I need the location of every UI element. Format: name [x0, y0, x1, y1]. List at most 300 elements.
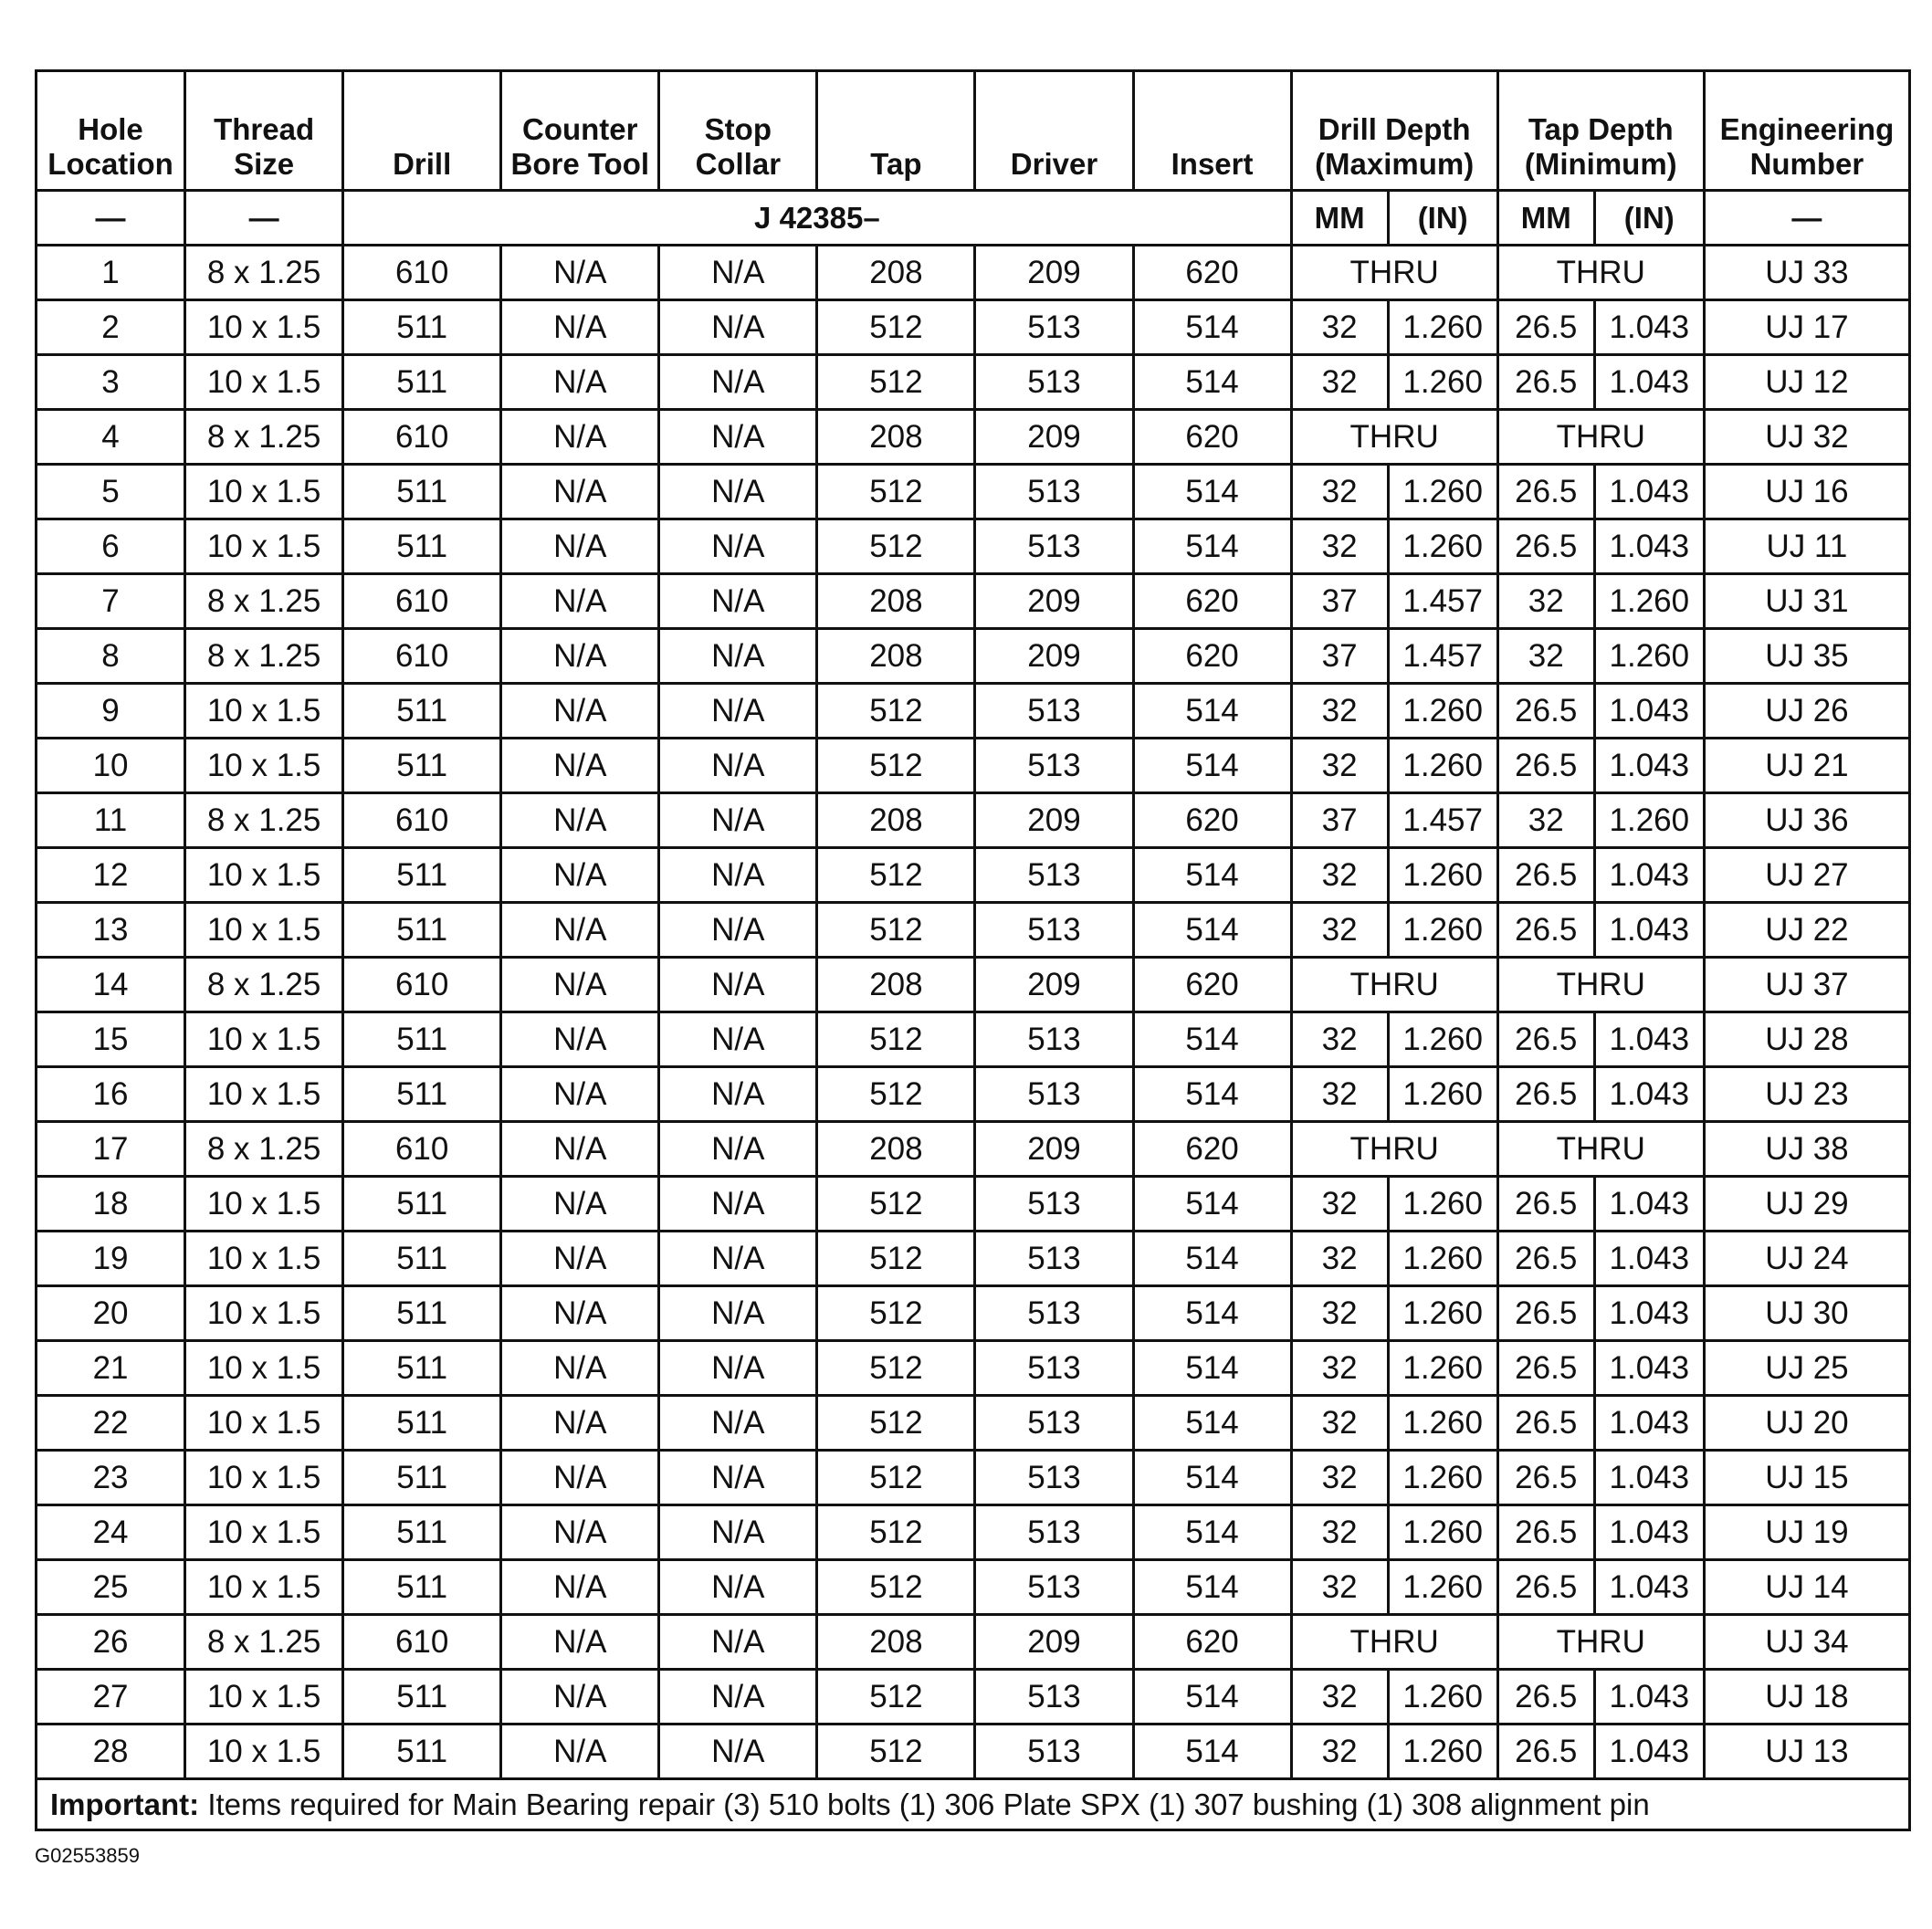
cell-tap-depth-in: 1.043	[1594, 1232, 1704, 1286]
cell-drill: 610	[343, 246, 501, 300]
cell-insert: 620	[1133, 410, 1291, 465]
table-row	[37, 1232, 1910, 1286]
cell-engineering-number: UJ 15	[1704, 1451, 1909, 1505]
cell-hole-location: 4	[37, 410, 185, 465]
cell-insert: 514	[1133, 1012, 1291, 1067]
cell-engineering-number: UJ 12	[1704, 355, 1909, 410]
cell-tap-depth-thru: THRU	[1497, 1615, 1704, 1670]
cell-thread-size: 10 x 1.5	[185, 519, 343, 574]
cell-counter-bore-tool: N/A	[501, 958, 659, 1012]
cell-tap-depth-mm: 26.5	[1497, 1725, 1594, 1779]
cell-drill-depth-mm: 32	[1291, 1232, 1388, 1286]
cell-tap-depth-in: 1.043	[1594, 300, 1704, 355]
cell-driver: 209	[975, 793, 1133, 848]
table-row	[37, 355, 1910, 410]
cell-engineering-number: UJ 33	[1704, 246, 1909, 300]
cell-tap-depth-in: 1.043	[1594, 355, 1704, 410]
cell-drill-depth-mm: 32	[1291, 739, 1388, 793]
cell-hole-location: 7	[37, 574, 185, 629]
cell-counter-bore-tool: N/A	[501, 793, 659, 848]
col-tap: Tap	[817, 71, 975, 191]
cell-tap-depth-in: 1.043	[1594, 1341, 1704, 1396]
cell-tap: 512	[817, 1177, 975, 1232]
cell-stop-collar: N/A	[659, 410, 817, 465]
cell-tap-depth-mm: 32	[1497, 574, 1594, 629]
cell-hole-location: 17	[37, 1122, 185, 1177]
cell-tap: 208	[817, 246, 975, 300]
cell-insert: 514	[1133, 355, 1291, 410]
cell-tap-depth-in: 1.260	[1594, 629, 1704, 684]
cell-driver: 513	[975, 1396, 1133, 1451]
cell-drill-depth-mm: 32	[1291, 1012, 1388, 1067]
table-row	[37, 793, 1910, 848]
cell-driver: 209	[975, 958, 1133, 1012]
cell-drill-depth-in: 1.260	[1388, 1451, 1497, 1505]
cell-engineering-number: UJ 16	[1704, 465, 1909, 519]
cell-drill: 610	[343, 793, 501, 848]
cell-stop-collar: N/A	[659, 1725, 817, 1779]
cell-drill: 511	[343, 1396, 501, 1451]
cell-drill-depth-in: 1.260	[1388, 1177, 1497, 1232]
cell-drill-depth-thru: THRU	[1291, 1122, 1497, 1177]
cell-counter-bore-tool: N/A	[501, 1067, 659, 1122]
cell-engineering-number: UJ 19	[1704, 1505, 1909, 1560]
cell-driver: 513	[975, 1232, 1133, 1286]
cell-tap-depth-mm: 26.5	[1497, 300, 1594, 355]
cell-stop-collar: N/A	[659, 246, 817, 300]
cell-stop-collar: N/A	[659, 355, 817, 410]
cell-driver: 209	[975, 1615, 1133, 1670]
note-text: Items required for Main Bearing repair (3) 510 bolts (1) 306 Plate SPX (1) 307 bushing (1) 308 alignment pin	[199, 1787, 1650, 1821]
cell-drill: 511	[343, 1286, 501, 1341]
table-row	[37, 246, 1910, 300]
cell-insert: 514	[1133, 1396, 1291, 1451]
cell-drill-depth-thru: THRU	[1291, 1615, 1497, 1670]
cell-engineering-number: UJ 31	[1704, 574, 1909, 629]
cell-drill-depth-in: 1.260	[1388, 1232, 1497, 1286]
cell-tap-depth-thru: THRU	[1497, 246, 1704, 300]
cell-drill-depth-thru: THRU	[1291, 958, 1497, 1012]
cell-stop-collar: N/A	[659, 1560, 817, 1615]
cell-stop-collar: N/A	[659, 1067, 817, 1122]
col-insert: Insert	[1133, 71, 1291, 191]
cell-drill: 511	[343, 1067, 501, 1122]
cell-hole-location: 13	[37, 903, 185, 958]
note-row	[37, 1779, 1910, 1830]
cell-drill: 511	[343, 519, 501, 574]
cell-tap-depth-mm: 26.5	[1497, 1560, 1594, 1615]
cell-stop-collar: N/A	[659, 739, 817, 793]
cell-counter-bore-tool: N/A	[501, 1396, 659, 1451]
cell-engineering-number: UJ 34	[1704, 1615, 1909, 1670]
cell-stop-collar: N/A	[659, 574, 817, 629]
cell-stop-collar: N/A	[659, 793, 817, 848]
col-engineering-number: Engineering Number	[1704, 71, 1909, 191]
table-row	[37, 1451, 1910, 1505]
table-row	[37, 465, 1910, 519]
table-row	[37, 958, 1910, 1012]
cell-counter-bore-tool: N/A	[501, 246, 659, 300]
cell-thread-size: 10 x 1.5	[185, 1286, 343, 1341]
cell-tap: 512	[817, 1286, 975, 1341]
cell-hole-location: 9	[37, 684, 185, 739]
cell-hole-location: 15	[37, 1012, 185, 1067]
cell-drill: 511	[343, 739, 501, 793]
cell-insert: 620	[1133, 1615, 1291, 1670]
cell-tap-depth-mm: 26.5	[1497, 1670, 1594, 1725]
cell-drill: 511	[343, 1177, 501, 1232]
cell-drill-depth-in: 1.260	[1388, 1505, 1497, 1560]
cell-hole-location: 8	[37, 629, 185, 684]
cell-engineering-number: UJ 26	[1704, 684, 1909, 739]
cell-driver: 513	[975, 739, 1133, 793]
cell-drill: 511	[343, 903, 501, 958]
cell-tap-depth-mm: 26.5	[1497, 355, 1594, 410]
cell-tap: 208	[817, 1122, 975, 1177]
cell-counter-bore-tool: N/A	[501, 1177, 659, 1232]
figure-id: G02553859	[35, 1844, 140, 1867]
cell-drill-depth-thru: THRU	[1291, 410, 1497, 465]
cell-drill-depth-mm: 32	[1291, 1505, 1388, 1560]
cell-tap-depth-in: 1.043	[1594, 1560, 1704, 1615]
cell-drill: 511	[343, 848, 501, 903]
cell-thread-size: 10 x 1.5	[185, 300, 343, 355]
spec-sheet	[35, 69, 1911, 1831]
table-row	[37, 1505, 1910, 1560]
cell-drill: 511	[343, 1232, 501, 1286]
cell-tap: 512	[817, 355, 975, 410]
cell-engineering-number: UJ 20	[1704, 1396, 1909, 1451]
cell-counter-bore-tool: N/A	[501, 1012, 659, 1067]
cell-insert: 514	[1133, 465, 1291, 519]
cell-engineering-number: UJ 36	[1704, 793, 1909, 848]
cell-counter-bore-tool: N/A	[501, 848, 659, 903]
cell-drill: 511	[343, 1012, 501, 1067]
cell-drill-depth-thru: THRU	[1291, 246, 1497, 300]
cell-tap-depth-mm: 26.5	[1497, 1341, 1594, 1396]
cell-drill: 511	[343, 1451, 501, 1505]
cell-drill-depth-in: 1.260	[1388, 848, 1497, 903]
cell-thread-size: 8 x 1.25	[185, 958, 343, 1012]
cell-tap: 512	[817, 1396, 975, 1451]
cell-counter-bore-tool: N/A	[501, 1232, 659, 1286]
cell-driver: 513	[975, 355, 1133, 410]
cell-tap-depth-in: 1.043	[1594, 1286, 1704, 1341]
cell-thread-size: 10 x 1.5	[185, 1560, 343, 1615]
cell-engineering-number: UJ 35	[1704, 629, 1909, 684]
cell-hole-location: 16	[37, 1067, 185, 1122]
cell-drill-depth-in: 1.260	[1388, 1725, 1497, 1779]
cell-thread-size: 10 x 1.5	[185, 465, 343, 519]
cell-driver: 209	[975, 1122, 1133, 1177]
cell-tap: 512	[817, 1560, 975, 1615]
cell-hole-location: 12	[37, 848, 185, 903]
cell-counter-bore-tool: N/A	[501, 574, 659, 629]
cell-insert: 514	[1133, 519, 1291, 574]
cell-engineering-number: UJ 23	[1704, 1067, 1909, 1122]
cell-drill: 610	[343, 958, 501, 1012]
cell-drill-depth-in: 1.260	[1388, 355, 1497, 410]
cell-tap: 208	[817, 793, 975, 848]
cell-thread-size: 8 x 1.25	[185, 246, 343, 300]
cell-drill-depth-mm: 32	[1291, 519, 1388, 574]
cell-counter-bore-tool: N/A	[501, 903, 659, 958]
cell-drill-depth-mm: 32	[1291, 1341, 1388, 1396]
cell-engineering-number: UJ 29	[1704, 1177, 1909, 1232]
cell-counter-bore-tool: N/A	[501, 629, 659, 684]
cell-engineering-number: UJ 38	[1704, 1122, 1909, 1177]
table-row	[37, 903, 1910, 958]
cell-stop-collar: N/A	[659, 1396, 817, 1451]
cell-stop-collar: N/A	[659, 684, 817, 739]
cell-drill-depth-in: 1.260	[1388, 1560, 1497, 1615]
cell-stop-collar: N/A	[659, 1286, 817, 1341]
cell-tap-depth-in: 1.043	[1594, 1177, 1704, 1232]
cell-tap: 512	[817, 465, 975, 519]
cell-stop-collar: N/A	[659, 1232, 817, 1286]
cell-hole-location: 21	[37, 1341, 185, 1396]
cell-drill-depth-in: 1.457	[1388, 574, 1497, 629]
cell-drill-depth-in: 1.260	[1388, 300, 1497, 355]
cell-tap-depth-thru: THRU	[1497, 410, 1704, 465]
table-row	[37, 1560, 1910, 1615]
cell-stop-collar: N/A	[659, 465, 817, 519]
cell-hole-location: 22	[37, 1396, 185, 1451]
cell-driver: 513	[975, 1560, 1133, 1615]
cell-counter-bore-tool: N/A	[501, 1615, 659, 1670]
cell-insert: 514	[1133, 1286, 1291, 1341]
table-row	[37, 684, 1910, 739]
cell-tap: 512	[817, 1725, 975, 1779]
cell-tap: 512	[817, 848, 975, 903]
col-driver: Driver	[975, 71, 1133, 191]
cell-tap-depth-mm: 26.5	[1497, 1067, 1594, 1122]
cell-hole-location: 19	[37, 1232, 185, 1286]
cell-counter-bore-tool: N/A	[501, 465, 659, 519]
cell-tap-depth-mm: 26.5	[1497, 1012, 1594, 1067]
sub-drill-in: (IN)	[1388, 191, 1497, 246]
cell-drill: 511	[343, 1670, 501, 1725]
cell-drill-depth-in: 1.260	[1388, 739, 1497, 793]
cell-driver: 513	[975, 1725, 1133, 1779]
cell-insert: 514	[1133, 1505, 1291, 1560]
cell-insert: 514	[1133, 739, 1291, 793]
table-row	[37, 1670, 1910, 1725]
cell-thread-size: 10 x 1.5	[185, 355, 343, 410]
cell-insert: 620	[1133, 793, 1291, 848]
cell-counter-bore-tool: N/A	[501, 1341, 659, 1396]
cell-insert: 514	[1133, 903, 1291, 958]
cell-stop-collar: N/A	[659, 1451, 817, 1505]
cell-stop-collar: N/A	[659, 903, 817, 958]
table-row	[37, 1012, 1910, 1067]
cell-drill: 610	[343, 410, 501, 465]
cell-tap-depth-mm: 26.5	[1497, 903, 1594, 958]
cell-drill-depth-mm: 32	[1291, 684, 1388, 739]
cell-tap-depth-thru: THRU	[1497, 1122, 1704, 1177]
cell-insert: 620	[1133, 1122, 1291, 1177]
cell-tap: 512	[817, 300, 975, 355]
cell-drill: 511	[343, 1725, 501, 1779]
sub-tap-mm: MM	[1497, 191, 1594, 246]
cell-drill-depth-mm: 32	[1291, 903, 1388, 958]
cell-tap-depth-in: 1.043	[1594, 684, 1704, 739]
cell-drill-depth-in: 1.260	[1388, 1341, 1497, 1396]
cell-thread-size: 10 x 1.5	[185, 1396, 343, 1451]
cell-driver: 209	[975, 574, 1133, 629]
cell-counter-bore-tool: N/A	[501, 739, 659, 793]
cell-tap: 208	[817, 958, 975, 1012]
cell-insert: 620	[1133, 574, 1291, 629]
cell-drill-depth-in: 1.457	[1388, 629, 1497, 684]
cell-drill: 511	[343, 465, 501, 519]
sub-tool-kit: J 42385–	[343, 191, 1291, 246]
cell-drill: 511	[343, 1505, 501, 1560]
cell-hole-location: 28	[37, 1725, 185, 1779]
cell-drill: 610	[343, 629, 501, 684]
cell-stop-collar: N/A	[659, 958, 817, 1012]
cell-hole-location: 1	[37, 246, 185, 300]
cell-insert: 514	[1133, 848, 1291, 903]
cell-hole-location: 23	[37, 1451, 185, 1505]
table-row	[37, 574, 1910, 629]
table-row	[37, 410, 1910, 465]
cell-counter-bore-tool: N/A	[501, 1725, 659, 1779]
col-stop-collar: Stop Collar	[659, 71, 817, 191]
cell-thread-size: 10 x 1.5	[185, 1725, 343, 1779]
cell-insert: 514	[1133, 1177, 1291, 1232]
cell-drill-depth-in: 1.457	[1388, 793, 1497, 848]
table-row	[37, 1122, 1910, 1177]
table-row	[37, 1067, 1910, 1122]
cell-tap-depth-in: 1.043	[1594, 1396, 1704, 1451]
cell-counter-bore-tool: N/A	[501, 410, 659, 465]
cell-counter-bore-tool: N/A	[501, 1670, 659, 1725]
cell-tap-depth-in: 1.043	[1594, 1505, 1704, 1560]
cell-stop-collar: N/A	[659, 1012, 817, 1067]
header-row	[37, 71, 1910, 191]
cell-drill: 511	[343, 1560, 501, 1615]
cell-thread-size: 10 x 1.5	[185, 903, 343, 958]
cell-insert: 514	[1133, 1067, 1291, 1122]
cell-engineering-number: UJ 25	[1704, 1341, 1909, 1396]
cell-hole-location: 2	[37, 300, 185, 355]
cell-drill-depth-in: 1.260	[1388, 1670, 1497, 1725]
cell-stop-collar: N/A	[659, 1505, 817, 1560]
sub-engineering-number: —	[1704, 191, 1909, 246]
cell-counter-bore-tool: N/A	[501, 1505, 659, 1560]
cell-drill-depth-in: 1.260	[1388, 903, 1497, 958]
table-row	[37, 1725, 1910, 1779]
col-drill: Drill	[343, 71, 501, 191]
cell-counter-bore-tool: N/A	[501, 519, 659, 574]
cell-thread-size: 10 x 1.5	[185, 1177, 343, 1232]
cell-tap: 512	[817, 1451, 975, 1505]
cell-drill-depth-mm: 32	[1291, 1286, 1388, 1341]
cell-tap-depth-in: 1.043	[1594, 1012, 1704, 1067]
cell-hole-location: 14	[37, 958, 185, 1012]
cell-drill-depth-mm: 32	[1291, 1451, 1388, 1505]
cell-drill: 511	[343, 1341, 501, 1396]
cell-tap-depth-mm: 26.5	[1497, 519, 1594, 574]
cell-insert: 514	[1133, 1670, 1291, 1725]
cell-driver: 513	[975, 1012, 1133, 1067]
cell-thread-size: 10 x 1.5	[185, 1012, 343, 1067]
cell-drill-depth-mm: 32	[1291, 465, 1388, 519]
cell-tap-depth-mm: 26.5	[1497, 1177, 1594, 1232]
sub-tap-in: (IN)	[1594, 191, 1704, 246]
cell-tap: 512	[817, 1232, 975, 1286]
cell-drill: 610	[343, 1122, 501, 1177]
cell-tap-depth-in: 1.043	[1594, 465, 1704, 519]
cell-tap-depth-in: 1.043	[1594, 903, 1704, 958]
table-row	[37, 1286, 1910, 1341]
cell-tap: 208	[817, 629, 975, 684]
table-row	[37, 629, 1910, 684]
cell-thread-size: 10 x 1.5	[185, 1451, 343, 1505]
cell-thread-size: 10 x 1.5	[185, 1232, 343, 1286]
cell-tap-depth-mm: 32	[1497, 629, 1594, 684]
cell-tap-depth-in: 1.043	[1594, 848, 1704, 903]
cell-driver: 513	[975, 1286, 1133, 1341]
cell-engineering-number: UJ 24	[1704, 1232, 1909, 1286]
sub-drill-mm: MM	[1291, 191, 1388, 246]
subheader-row	[37, 191, 1910, 246]
cell-insert: 620	[1133, 958, 1291, 1012]
cell-drill: 511	[343, 300, 501, 355]
cell-counter-bore-tool: N/A	[501, 1122, 659, 1177]
cell-tap-depth-in: 1.043	[1594, 1725, 1704, 1779]
cell-counter-bore-tool: N/A	[501, 355, 659, 410]
table-row	[37, 1341, 1910, 1396]
cell-insert: 514	[1133, 1725, 1291, 1779]
cell-hole-location: 26	[37, 1615, 185, 1670]
cell-engineering-number: UJ 27	[1704, 848, 1909, 903]
cell-driver: 513	[975, 300, 1133, 355]
cell-drill-depth-mm: 37	[1291, 574, 1388, 629]
sub-thread-size: —	[185, 191, 343, 246]
cell-insert: 514	[1133, 1560, 1291, 1615]
cell-hole-location: 10	[37, 739, 185, 793]
cell-driver: 513	[975, 903, 1133, 958]
table-body	[37, 246, 1910, 1779]
col-hole-location: Hole Location	[37, 71, 185, 191]
cell-drill-depth-in: 1.260	[1388, 1012, 1497, 1067]
cell-driver: 513	[975, 1451, 1133, 1505]
table-header	[37, 71, 1910, 246]
cell-hole-location: 5	[37, 465, 185, 519]
table-footer	[37, 1779, 1910, 1830]
table-row	[37, 848, 1910, 903]
col-tap-depth: Tap Depth (Minimum)	[1497, 71, 1704, 191]
cell-tap: 512	[817, 684, 975, 739]
cell-hole-location: 18	[37, 1177, 185, 1232]
cell-stop-collar: N/A	[659, 1670, 817, 1725]
table-row	[37, 739, 1910, 793]
cell-thread-size: 10 x 1.5	[185, 1341, 343, 1396]
cell-drill-depth-in: 1.260	[1388, 519, 1497, 574]
cell-thread-size: 10 x 1.5	[185, 848, 343, 903]
cell-tap: 512	[817, 1067, 975, 1122]
cell-tap: 208	[817, 1615, 975, 1670]
cell-stop-collar: N/A	[659, 1615, 817, 1670]
cell-drill-depth-mm: 32	[1291, 1396, 1388, 1451]
cell-tap-depth-mm: 26.5	[1497, 1396, 1594, 1451]
cell-tap-depth-mm: 26.5	[1497, 739, 1594, 793]
cell-tap: 512	[817, 739, 975, 793]
cell-engineering-number: UJ 21	[1704, 739, 1909, 793]
cell-hole-location: 24	[37, 1505, 185, 1560]
